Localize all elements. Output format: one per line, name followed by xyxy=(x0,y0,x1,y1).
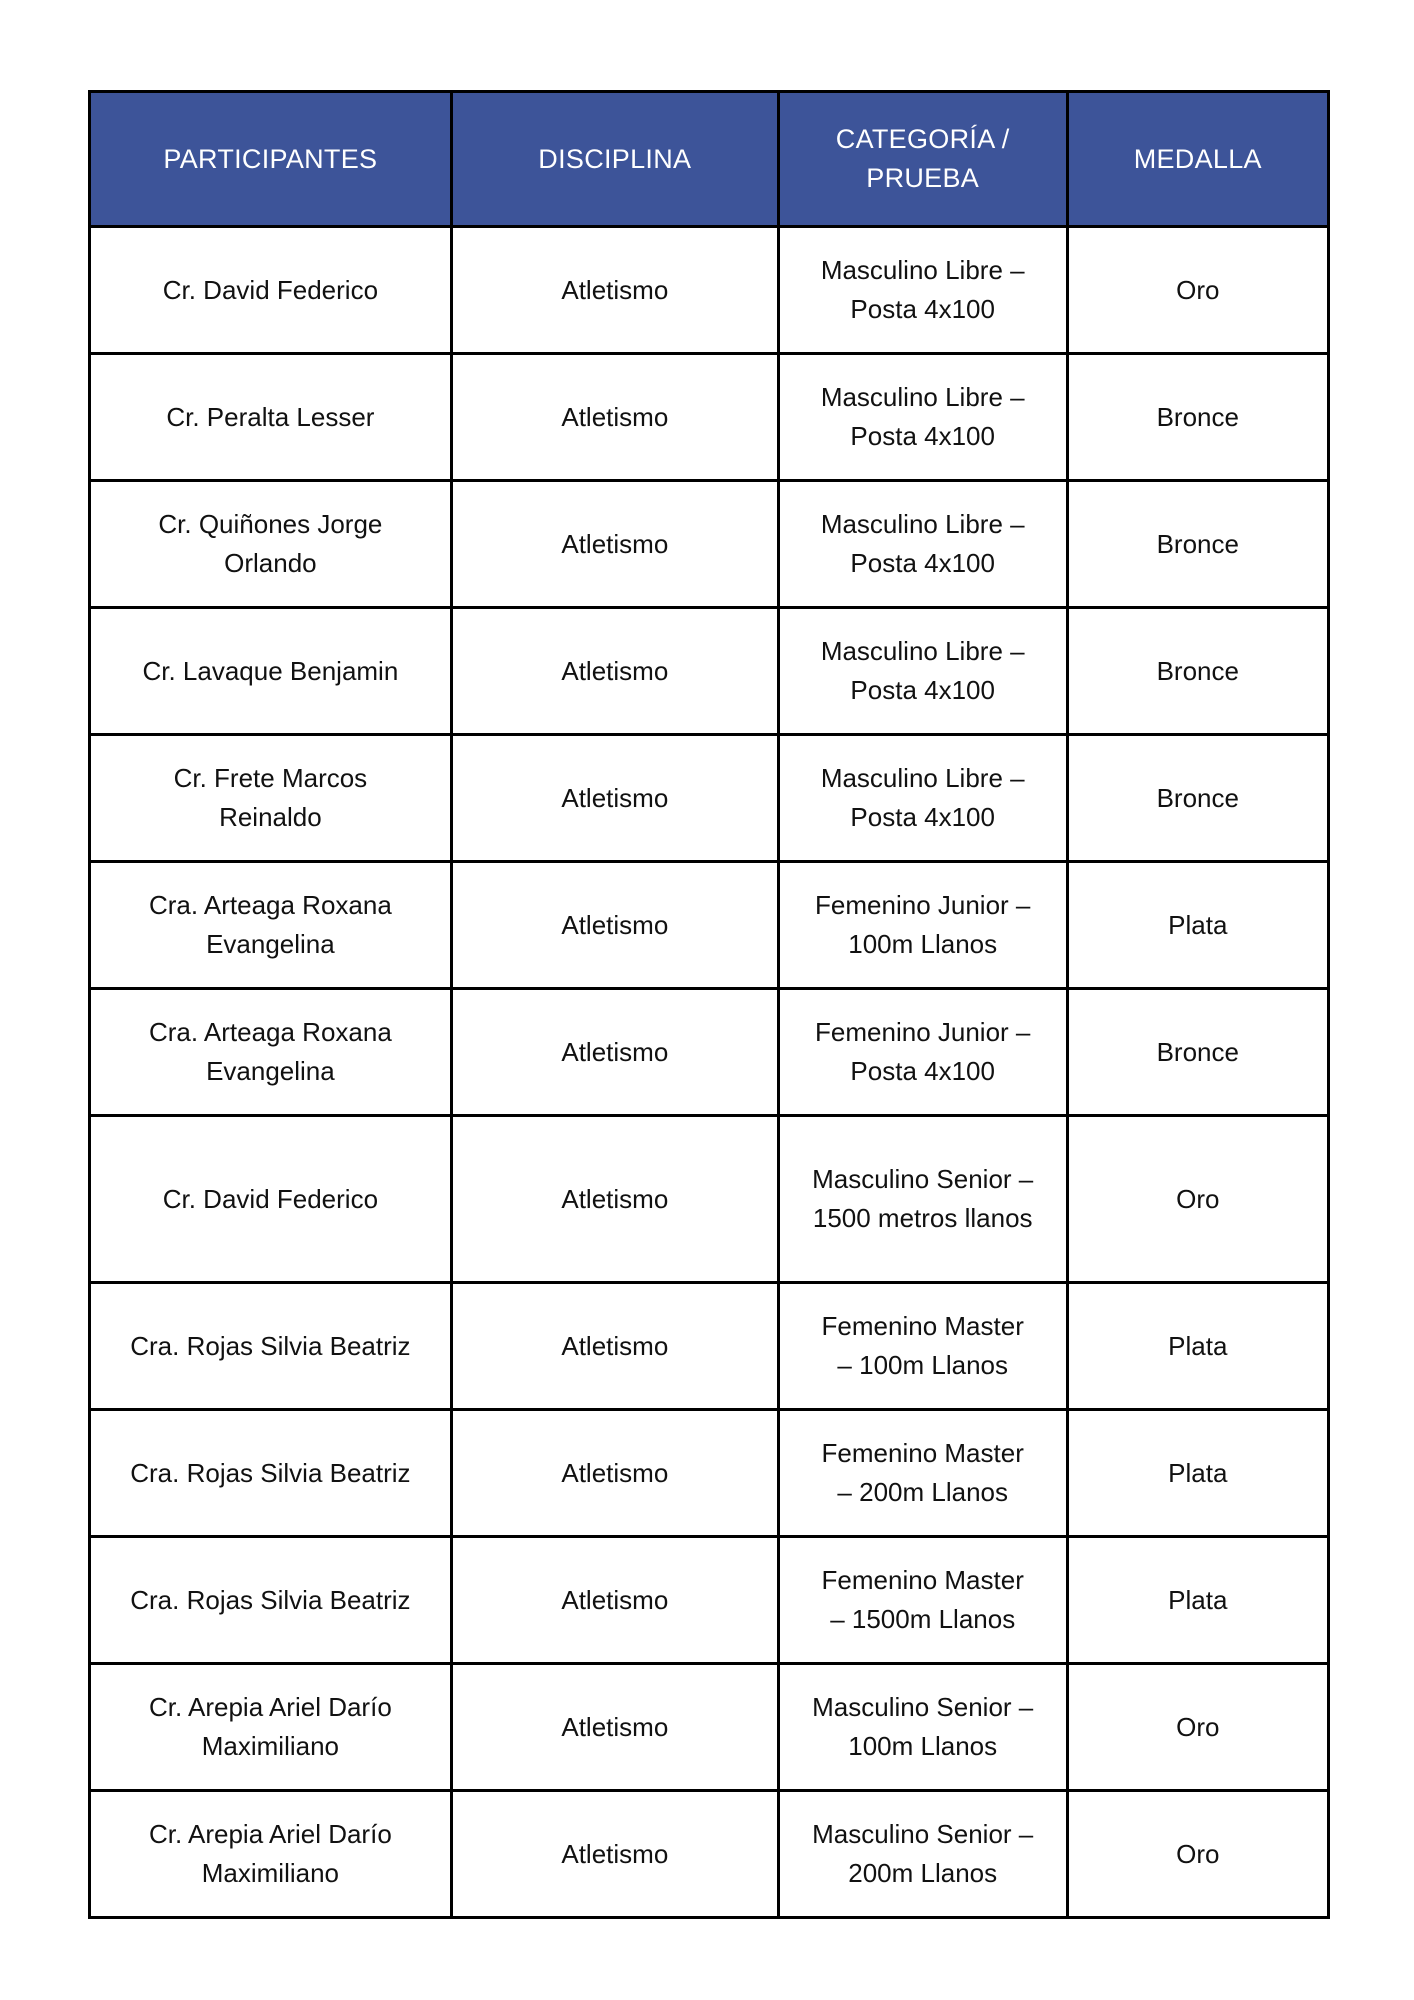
cell-categoria xyxy=(778,989,1067,1116)
table-row xyxy=(90,1116,1329,1283)
cell-medalla-text: Oro xyxy=(1176,1183,1220,1214)
cell-participante xyxy=(90,1410,452,1537)
cell-participante-text: Cra. Rojas Silvia Beatriz xyxy=(130,1584,411,1615)
cell-categoria xyxy=(778,1791,1067,1918)
cell-medalla xyxy=(1067,1283,1328,1410)
cell-categoria xyxy=(778,862,1067,989)
cell-disciplina-text: Atletismo xyxy=(561,1584,669,1615)
cell-participante xyxy=(90,354,452,481)
cell-disciplina xyxy=(451,989,778,1116)
table-row xyxy=(90,989,1329,1116)
cell-medalla-text: Oro xyxy=(1176,274,1220,305)
cell-participante xyxy=(90,735,452,862)
cell-medalla xyxy=(1067,1791,1328,1918)
cell-disciplina xyxy=(451,1664,778,1791)
cell-participante-text: Cr. Lavaque Benjamin xyxy=(142,655,399,686)
cell-participante-text: Cr. Arepia Ariel Darío Maximiliano xyxy=(149,1692,392,1761)
cell-participante xyxy=(90,227,452,354)
table-row xyxy=(90,735,1329,862)
medal-results-table xyxy=(88,90,1330,1919)
cell-disciplina-text: Atletismo xyxy=(561,1457,669,1488)
table-header xyxy=(90,92,1329,227)
cell-medalla xyxy=(1067,735,1328,862)
cell-disciplina-text: Atletismo xyxy=(561,1036,669,1067)
cell-disciplina-text: Atletismo xyxy=(561,655,669,686)
cell-categoria xyxy=(778,354,1067,481)
cell-medalla-text: Plata xyxy=(1168,1457,1228,1488)
table-row xyxy=(90,1791,1329,1918)
cell-categoria xyxy=(778,1116,1067,1283)
cell-participante-text: Cr. David Federico xyxy=(162,1183,379,1214)
cell-disciplina-text: Atletismo xyxy=(561,1330,669,1361)
table-body xyxy=(90,227,1329,1918)
cell-categoria-text: Masculino Senior – 100m Llanos xyxy=(812,1692,1034,1761)
cell-medalla-text: Bronce xyxy=(1156,528,1239,559)
cell-medalla xyxy=(1067,354,1328,481)
table-row xyxy=(90,608,1329,735)
cell-categoria xyxy=(778,608,1067,735)
cell-disciplina xyxy=(451,481,778,608)
cell-medalla xyxy=(1067,989,1328,1116)
column-header-disciplina: DISCIPLINA xyxy=(451,92,778,227)
cell-disciplina-text: Atletismo xyxy=(561,528,669,559)
cell-medalla xyxy=(1067,862,1328,989)
cell-categoria-text: Masculino Libre – Posta 4x100 xyxy=(820,255,1025,324)
cell-participante xyxy=(90,608,452,735)
cell-disciplina xyxy=(451,1410,778,1537)
cell-disciplina-text: Atletismo xyxy=(561,274,669,305)
cell-categoria xyxy=(778,735,1067,862)
cell-categoria-text: Femenino Master – 100m Llanos xyxy=(821,1311,1024,1380)
cell-disciplina-text: Atletismo xyxy=(561,1183,669,1214)
cell-participante-text: Cr. Frete Marcos Reinaldo xyxy=(173,763,368,832)
table-row xyxy=(90,481,1329,608)
cell-disciplina-text: Atletismo xyxy=(561,782,669,813)
cell-participante xyxy=(90,1664,452,1791)
cell-disciplina-text: Atletismo xyxy=(561,401,669,432)
cell-disciplina xyxy=(451,1791,778,1918)
cell-medalla xyxy=(1067,1537,1328,1664)
cell-disciplina xyxy=(451,608,778,735)
cell-medalla xyxy=(1067,227,1328,354)
column-header-participantes: PARTICIPANTES xyxy=(90,92,452,227)
column-header-categoria: CATEGORÍA / PRUEBA xyxy=(778,92,1067,227)
cell-medalla-text: Oro xyxy=(1176,1711,1220,1742)
cell-categoria-text: Masculino Senior – 1500 metros llanos xyxy=(812,1164,1034,1233)
cell-medalla-text: Plata xyxy=(1168,1330,1228,1361)
header-row xyxy=(90,92,1329,227)
cell-categoria xyxy=(778,1664,1067,1791)
cell-participante-text: Cra. Rojas Silvia Beatriz xyxy=(130,1330,411,1361)
cell-categoria xyxy=(778,1410,1067,1537)
cell-medalla-text: Bronce xyxy=(1156,655,1239,686)
cell-disciplina xyxy=(451,1283,778,1410)
cell-participante-text: Cr. Arepia Ariel Darío Maximiliano xyxy=(149,1819,392,1888)
cell-participante xyxy=(90,1791,452,1918)
table-row xyxy=(90,1537,1329,1664)
cell-medalla-text: Bronce xyxy=(1156,782,1239,813)
cell-categoria-text: Masculino Libre – Posta 4x100 xyxy=(820,636,1025,705)
cell-disciplina xyxy=(451,227,778,354)
cell-disciplina xyxy=(451,1116,778,1283)
cell-disciplina xyxy=(451,1537,778,1664)
cell-participante-text: Cra. Arteaga Roxana Evangelina xyxy=(148,890,392,959)
cell-participante-text: Cr. Peralta Lesser xyxy=(166,401,375,432)
cell-categoria xyxy=(778,1283,1067,1410)
cell-categoria xyxy=(778,1537,1067,1664)
cell-disciplina-text: Atletismo xyxy=(561,1711,669,1742)
cell-disciplina-text: Atletismo xyxy=(561,1838,669,1869)
cell-participante xyxy=(90,862,452,989)
cell-participante xyxy=(90,989,452,1116)
cell-participante-text: Cra. Rojas Silvia Beatriz xyxy=(130,1457,411,1488)
cell-participante-text: Cr. David Federico xyxy=(162,274,379,305)
cell-participante xyxy=(90,1537,452,1664)
cell-categoria-text: Femenino Junior – 100m Llanos xyxy=(815,890,1031,959)
cell-medalla xyxy=(1067,1116,1328,1283)
table-row xyxy=(90,227,1329,354)
table-row xyxy=(90,1664,1329,1791)
cell-medalla-text: Bronce xyxy=(1156,1036,1239,1067)
cell-categoria-text: Masculino Libre – Posta 4x100 xyxy=(820,763,1025,832)
cell-medalla xyxy=(1067,1410,1328,1537)
cell-categoria xyxy=(778,481,1067,608)
table-row xyxy=(90,862,1329,989)
cell-participante xyxy=(90,1283,452,1410)
cell-medalla xyxy=(1067,1664,1328,1791)
cell-categoria-text: Masculino Senior – 200m Llanos xyxy=(812,1819,1034,1888)
cell-medalla-text: Plata xyxy=(1168,909,1228,940)
cell-disciplina xyxy=(451,354,778,481)
cell-medalla-text: Bronce xyxy=(1156,401,1239,432)
cell-disciplina xyxy=(451,862,778,989)
cell-categoria-text: Femenino Master – 1500m Llanos xyxy=(821,1565,1024,1634)
cell-categoria-text: Masculino Libre – Posta 4x100 xyxy=(820,509,1025,578)
cell-participante xyxy=(90,1116,452,1283)
cell-categoria-text: Femenino Master – 200m Llanos xyxy=(821,1438,1024,1507)
cell-disciplina-text: Atletismo xyxy=(561,909,669,940)
cell-categoria-text: Masculino Libre – Posta 4x100 xyxy=(820,382,1025,451)
cell-participante-text: Cr. Quiñones Jorge Orlando xyxy=(158,509,383,578)
cell-medalla-text: Oro xyxy=(1176,1838,1220,1869)
cell-medalla xyxy=(1067,481,1328,608)
cell-categoria xyxy=(778,227,1067,354)
cell-medalla-text: Plata xyxy=(1168,1584,1228,1615)
table-row xyxy=(90,354,1329,481)
cell-medalla xyxy=(1067,608,1328,735)
table-row xyxy=(90,1283,1329,1410)
column-header-medalla: MEDALLA xyxy=(1067,92,1328,227)
cell-participante-text: Cra. Arteaga Roxana Evangelina xyxy=(148,1017,392,1086)
medal-results-sheet xyxy=(88,90,1330,1919)
cell-categoria-text: Femenino Junior – Posta 4x100 xyxy=(815,1017,1031,1086)
cell-participante xyxy=(90,481,452,608)
cell-disciplina xyxy=(451,735,778,862)
table-row xyxy=(90,1410,1329,1537)
